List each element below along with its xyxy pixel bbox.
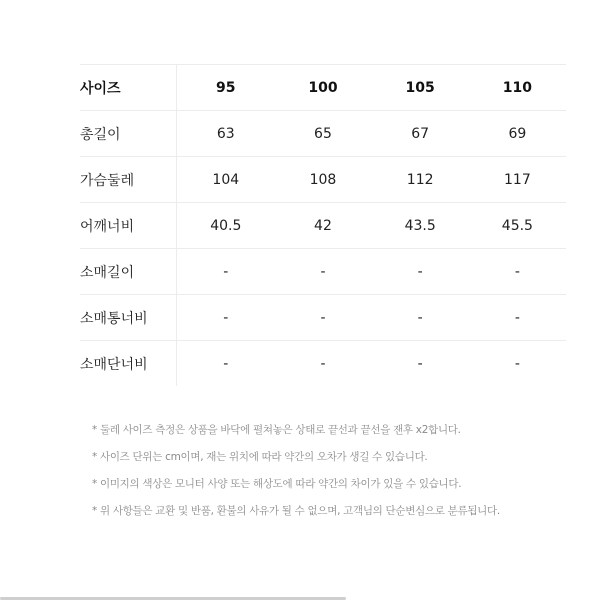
table-cell: - [372,249,469,295]
table-cell: 67 [372,111,469,157]
table-cell: - [223,355,229,372]
table-cell: 65 [274,111,371,157]
table-cell: - [417,355,423,372]
size-table [80,64,566,386]
table-row [80,157,566,203]
table-cell: - [469,249,566,295]
note-item: * 이미지의 색상은 모니터 사양 또는 해상도에 따라 약간의 차이가 있을 수 있습니다. [92,478,462,490]
table-cell: - [274,249,371,295]
table-row [80,203,566,249]
size-header-cell: 100 [274,65,371,111]
table-cell: 108 [274,157,371,203]
table-row [80,295,566,341]
row-label: 소매통너비 [80,295,177,341]
table-cell: - [514,355,520,372]
table-cell: - [320,355,326,372]
row-label: 소매길이 [80,249,177,295]
row-label: 소매단너비 [80,341,177,387]
size-header-cell: 105 [372,65,469,111]
table-row [80,341,566,387]
table-cell: 63 [177,111,275,157]
table-cell: 104 [177,157,275,203]
table-cell: 112 [372,157,469,203]
note-item: * 둘레 사이즈 측정은 상품을 바닥에 펼쳐놓은 상태로 끝선과 끝선을 잰후 x2합니다. [92,424,461,436]
size-header-cell: 110 [469,65,566,111]
table-cell: - [177,295,275,341]
row-label: 총길이 [80,111,177,157]
size-header-label: 사이즈 [80,65,177,111]
table-cell: 45.5 [469,203,566,249]
table-cell: - [274,295,371,341]
table-cell: - [372,295,469,341]
row-label: 가슴둘레 [80,157,177,203]
table-cell: 42 [274,203,371,249]
table-cell: 117 [469,157,566,203]
table-cell: 69 [469,111,566,157]
row-label: 어깨너비 [80,203,177,249]
size-header-cell: 95 [177,65,275,111]
table-cell: - [469,295,566,341]
note-item: * 사이즈 단위는 cm이며, 재는 위치에 따라 약간의 오차가 생길 수 있습니다. [92,451,428,463]
note-item: * 위 사항들은 교환 및 반품, 환불의 사유가 될 수 없으며, 고객님의 단순변심으로 분류됩니다. [92,505,500,517]
table-cell: 40.5 [177,203,275,249]
size-notes [92,420,500,528]
size-header-row [80,65,566,111]
table-cell: 43.5 [372,203,469,249]
table-row [80,111,566,157]
table-row [80,249,566,295]
table-cell: - [177,249,275,295]
